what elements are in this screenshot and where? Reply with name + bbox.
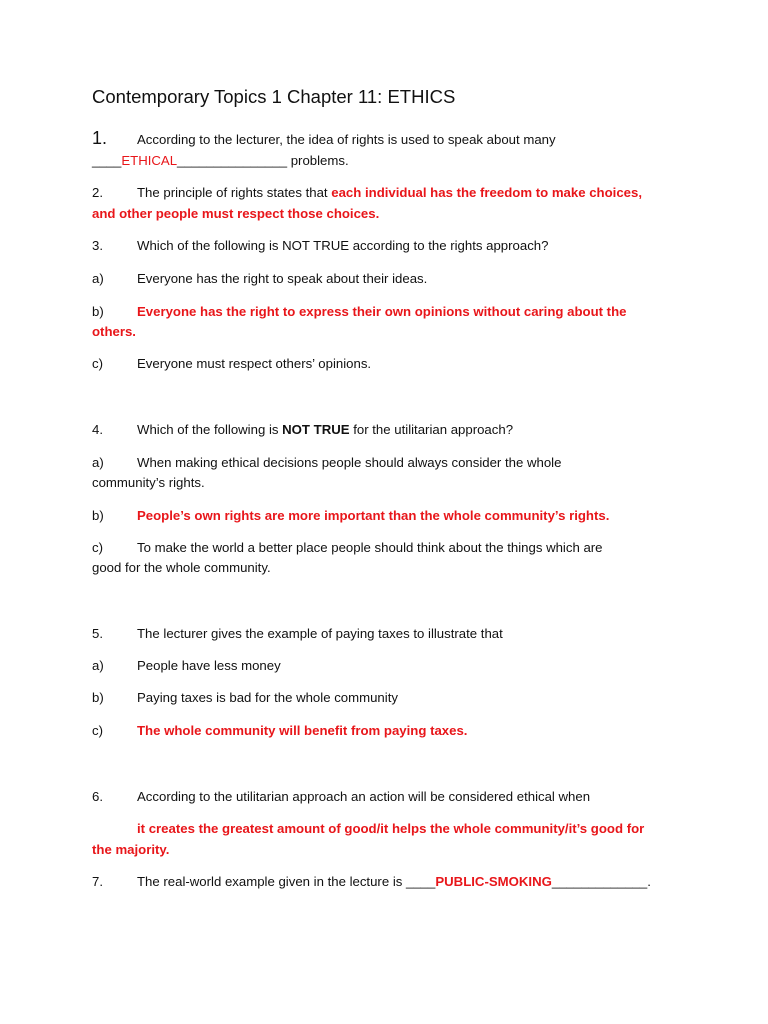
option-c-cont [92, 559, 271, 577]
option-c [92, 722, 467, 740]
blank: _______________ [177, 153, 288, 168]
option-text: The whole community will benefit from paying taxes. [137, 723, 468, 738]
option-b [92, 689, 398, 707]
option-a [92, 270, 427, 288]
answer-text: each individual has the freedom to make choices, [331, 185, 642, 200]
question-1-answer-line [92, 152, 349, 170]
answer-text: PUBLIC-SMOKING [435, 874, 552, 889]
question-text-bold: NOT TRUE [282, 422, 350, 437]
answer-text: the majority. [92, 842, 170, 857]
question-7 [92, 873, 651, 891]
option-b [92, 303, 626, 321]
option-c [92, 355, 371, 373]
document-title: Contemporary Topics 1 Chapter 11: ETHICS [92, 86, 456, 107]
option-b-cont [92, 323, 136, 341]
option-text: Everyone has the right to speak about their ideas. [137, 271, 428, 286]
question-number: 4. [92, 422, 103, 437]
question-3 [92, 237, 548, 255]
option-text: community’s rights. [92, 475, 205, 490]
blank: _____________ [551, 874, 648, 889]
question-text: According to the utilitarian approach an action will be considered ethical when [137, 789, 591, 804]
question-number: 3. [92, 238, 103, 253]
question-number: 2. [92, 185, 103, 200]
question-text: Which of the following is NOT TRUE according to the rights approach? [137, 238, 549, 253]
question-text: Which of the following is [137, 422, 283, 437]
option-text: others. [92, 324, 136, 339]
option-a-cont [92, 474, 205, 492]
question-text-end: . [647, 874, 651, 889]
answer-text: it creates the greatest amount of good/it helps the whole community/it’s good for [137, 821, 645, 836]
option-b [92, 507, 609, 525]
option-label: a) [92, 455, 104, 470]
option-label: a) [92, 658, 104, 673]
option-text: Paying taxes is bad for the whole community [137, 690, 398, 705]
answer-text: and other people must respect those choices. [92, 206, 380, 221]
option-text: When making ethical decisions people should always consider the whole [137, 455, 562, 470]
option-label: b) [92, 304, 104, 319]
question-text: According to the lecturer, the idea of rights is used to speak about many [137, 132, 556, 147]
question-number: 1. [92, 128, 108, 148]
blank: ____ [92, 153, 122, 168]
answer-text: ETHICAL [121, 153, 178, 168]
option-a [92, 657, 281, 675]
question-text-end: problems. [287, 153, 349, 168]
option-text: Everyone must respect others’ opinions. [137, 356, 372, 371]
blank: ____ [406, 874, 436, 889]
question-5 [92, 625, 503, 643]
question-number: 7. [92, 874, 103, 889]
option-c [92, 539, 603, 557]
question-4 [92, 421, 513, 439]
question-text: for the utilitarian approach? [349, 422, 514, 437]
option-text: To make the world a better place people should think about the things which are [137, 540, 603, 555]
question-number: 6. [92, 789, 103, 804]
option-label: c) [92, 723, 103, 738]
question-6 [92, 788, 590, 806]
option-text: People have less money [137, 658, 281, 673]
option-label: b) [92, 508, 104, 523]
option-text: Everyone has the right to express their own opinions without caring about the [137, 304, 627, 319]
question-text: The lecturer gives the example of paying taxes to illustrate that [137, 626, 503, 641]
question-6-answer-cont [92, 841, 169, 859]
question-1 [92, 129, 556, 149]
option-label: b) [92, 690, 104, 705]
question-text: The principle of rights states that [137, 185, 332, 200]
question-text: The real-world example given in the lecture is [137, 874, 407, 889]
option-label: c) [92, 356, 103, 371]
option-label: a) [92, 271, 104, 286]
question-number: 5. [92, 626, 103, 641]
question-2 [92, 184, 642, 202]
option-text: People’s own rights are more important than the whole community’s rights. [137, 508, 610, 523]
question-6-answer [92, 820, 644, 838]
option-text: good for the whole community. [92, 560, 271, 575]
option-a [92, 454, 561, 472]
option-label: c) [92, 540, 103, 555]
question-2-answer-cont [92, 205, 379, 223]
